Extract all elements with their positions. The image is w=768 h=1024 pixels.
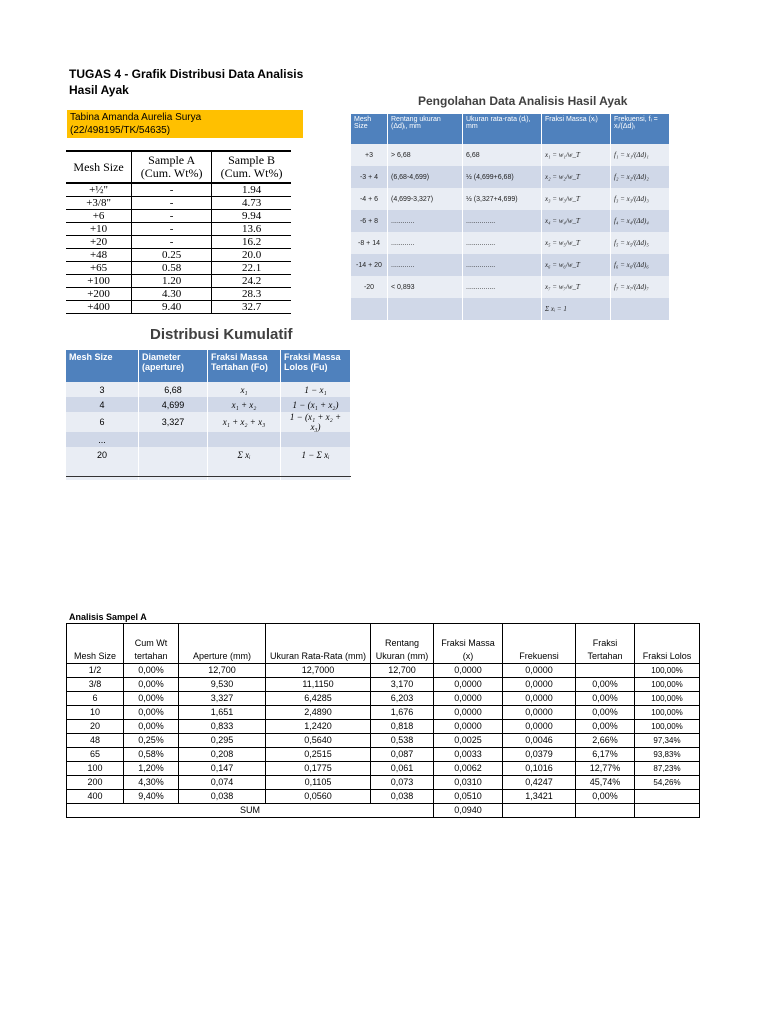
table-row (351, 166, 670, 188)
table-cell: x₄ = w₄/w_T (542, 210, 611, 232)
table-cell: -4 + 6 (351, 188, 388, 210)
peng-header: Ukuran rata-rata (dᵢ), mm (463, 114, 542, 144)
table-cell: 400 (67, 790, 124, 804)
table-cell: x₂ = w₂/w_T (542, 166, 611, 188)
table-row (66, 210, 291, 223)
table-row (351, 144, 670, 166)
table-cell: +48 (66, 249, 132, 262)
table-cell (139, 432, 208, 447)
table-cell: 3 (66, 382, 139, 397)
table-cell: 2,4890 (266, 706, 371, 720)
table-cell: 100,00% (635, 706, 700, 720)
table-cell: f₃ = x₃/(Δd)₃ (611, 188, 670, 210)
divider (66, 476, 351, 477)
table-cell: 0,208 (179, 748, 266, 762)
table-cell: 4,30% (124, 776, 179, 790)
table-cell: (6,68-4,699) (388, 166, 463, 188)
table-cell: 0,1105 (266, 776, 371, 790)
table-cell: 0,4247 (503, 776, 576, 790)
table-cell: 1.94 (212, 183, 291, 197)
anl-header: Cum Wt tertahan (124, 624, 179, 664)
table-cell: ............... (463, 210, 542, 232)
table-cell: ............... (463, 232, 542, 254)
analisis-table (66, 623, 700, 818)
table-cell: +400 (66, 301, 132, 314)
table-cell: +200 (66, 288, 132, 301)
table-cell: 100,00% (635, 678, 700, 692)
table-cell: ............ (388, 210, 463, 232)
distribusi-table (66, 350, 351, 480)
table-cell: - (132, 236, 212, 249)
table-cell: +6 (66, 210, 132, 223)
table-cell: x₅ = w₅/w_T (542, 232, 611, 254)
table-cell: +10 (66, 223, 132, 236)
table-cell: 0,0510 (434, 790, 503, 804)
table-cell: 0,538 (371, 734, 434, 748)
sum-row (67, 804, 700, 818)
table-cell: -8 + 14 (351, 232, 388, 254)
table-cell: 54,26% (635, 776, 700, 790)
dist-header: Fraksi Massa Lolos (Fu) (281, 350, 351, 382)
anl-header: Frekuensi (503, 624, 576, 664)
table-cell: 0,00% (124, 706, 179, 720)
table-row (67, 748, 700, 762)
dist-header: Diameter (aperture) (139, 350, 208, 382)
table-row (351, 298, 670, 320)
table-cell (576, 664, 635, 678)
table-cell: 4.30 (132, 288, 212, 301)
table-row (67, 776, 700, 790)
table-cell: 1,3421 (503, 790, 576, 804)
table-cell: 0,0560 (266, 790, 371, 804)
peng-header: Mesh Size (351, 114, 388, 144)
table-cell (635, 790, 700, 804)
table-cell: 0,295 (179, 734, 266, 748)
table-cell: ½ (3,327+4,699) (463, 188, 542, 210)
table-cell: 0,00% (124, 692, 179, 706)
anl-header: Fraksi Massa (x) (434, 624, 503, 664)
header-sample-a: Sample A (Cum. Wt%) (132, 151, 212, 183)
table-cell: 28.3 (212, 288, 291, 301)
table-cell (388, 298, 463, 320)
table-cell: 0.58 (132, 262, 212, 275)
dist-header: Mesh Size (66, 350, 139, 382)
table-cell: 6,203 (371, 692, 434, 706)
table-cell: 0,00% (576, 720, 635, 734)
pengolahan-table (351, 114, 670, 320)
table-row (351, 188, 670, 210)
table-cell (281, 432, 351, 447)
table-cell: 4,699 (139, 397, 208, 412)
sample-table (66, 150, 291, 314)
peng-header: Frekuensi, fᵢ = xᵢ/(Δd)ᵢ (611, 114, 670, 144)
table-row (66, 236, 291, 249)
table-cell: 13.6 (212, 223, 291, 236)
table-row (66, 197, 291, 210)
table-cell: x₆ = w₆/w_T (542, 254, 611, 276)
table-cell: 12,77% (576, 762, 635, 776)
table-cell: 0,0000 (434, 720, 503, 734)
table-cell: f₄ = x₄/(Δd)₄ (611, 210, 670, 232)
table-cell: 6,4285 (266, 692, 371, 706)
table-cell: 97,34% (635, 734, 700, 748)
table-row (67, 678, 700, 692)
distribusi-title: Distribusi Kumulatif (150, 326, 293, 343)
table-row (67, 790, 700, 804)
table-cell: 3,327 (179, 692, 266, 706)
table-cell: -6 + 8 (351, 210, 388, 232)
table-cell: Σ xᵢ = 1 (542, 298, 611, 320)
table-cell: 3,170 (371, 678, 434, 692)
table-cell: 0,038 (371, 790, 434, 804)
header-mesh: Mesh Size (66, 151, 132, 183)
table-cell: 87,23% (635, 762, 700, 776)
table-cell: 100,00% (635, 664, 700, 678)
table-cell: 0,1016 (503, 762, 576, 776)
table-cell: 45,74% (576, 776, 635, 790)
table-cell: 6,17% (576, 748, 635, 762)
table-cell: 1,676 (371, 706, 434, 720)
author-box (67, 110, 303, 138)
table-cell: 93,83% (635, 748, 700, 762)
table-cell: f₆ = x₆/(Δd)₆ (611, 254, 670, 276)
table-cell: 48 (67, 734, 124, 748)
table-cell: 0,2515 (266, 748, 371, 762)
table-cell: x₇ = w₇/w_T (542, 276, 611, 298)
table-cell: 0,0000 (503, 678, 576, 692)
peng-header: Fraksi Massa (xᵢ) (542, 114, 611, 144)
table-cell: x₃ = w₃/w_T (542, 188, 611, 210)
table-cell: 65 (67, 748, 124, 762)
table-row (66, 183, 291, 197)
table-cell (351, 298, 388, 320)
table-cell: 0,0000 (503, 720, 576, 734)
table-cell: - (132, 210, 212, 223)
table-cell: 0,00% (576, 692, 635, 706)
table-cell: 0,0000 (434, 664, 503, 678)
table-cell: ............ (388, 232, 463, 254)
table-cell: 0,073 (371, 776, 434, 790)
table-cell: 100,00% (635, 692, 700, 706)
table-cell: +100 (66, 275, 132, 288)
table-cell: 1 − Σ xᵢ (281, 447, 351, 480)
table-cell: +20 (66, 236, 132, 249)
table-cell: 12,700 (179, 664, 266, 678)
table-cell: 3/8 (67, 678, 124, 692)
table-cell: 0,0000 (434, 678, 503, 692)
table-cell: 20 (67, 720, 124, 734)
table-cell: 0,00% (576, 790, 635, 804)
table-row (67, 692, 700, 706)
anl-header: Mesh Size (67, 624, 124, 664)
table-cell: f₇ = x₇/(Δd)₇ (611, 276, 670, 298)
header-sample-b: Sample B (Cum. Wt%) (212, 151, 291, 183)
table-cell: < 0,893 (388, 276, 463, 298)
table-row (66, 249, 291, 262)
table-cell: 6,68 (463, 144, 542, 166)
table-cell (503, 804, 576, 818)
table-cell: 9,40% (124, 790, 179, 804)
table-cell: 1 − x₁ (281, 382, 351, 397)
table-cell: 0,147 (179, 762, 266, 776)
table-row (67, 734, 700, 748)
table-row (67, 720, 700, 734)
table-cell: f₁ = x₁/(Δd)₁ (611, 144, 670, 166)
table-cell: -3 + 4 (351, 166, 388, 188)
table-cell: 12,700 (371, 664, 434, 678)
table-row (67, 664, 700, 678)
table-cell: 3,327 (139, 412, 208, 432)
table-cell: 32.7 (212, 301, 291, 314)
table-cell: 4.73 (212, 197, 291, 210)
table-cell: 0,087 (371, 748, 434, 762)
table-cell: 1/2 (67, 664, 124, 678)
table-cell (635, 804, 700, 818)
table-cell: 1.20 (132, 275, 212, 288)
table-row (66, 262, 291, 275)
table-cell: 1,651 (179, 706, 266, 720)
table-cell: 0,061 (371, 762, 434, 776)
table-cell: 0,0310 (434, 776, 503, 790)
table-cell: 0,0000 (503, 664, 576, 678)
anl-header: Rentang Ukuran (mm) (371, 624, 434, 664)
table-cell: f₂ = x₂/(Δd)₂ (611, 166, 670, 188)
table-cell: 0,1775 (266, 762, 371, 776)
sum-label: SUM (67, 804, 434, 818)
table-cell: 0,074 (179, 776, 266, 790)
table-cell: 22.1 (212, 262, 291, 275)
dist-header: Fraksi Massa Tertahan (Fo) (208, 350, 281, 382)
table-cell: 9,530 (179, 678, 266, 692)
table-row (66, 432, 351, 447)
table-cell: 6 (66, 412, 139, 432)
table-row (66, 223, 291, 236)
table-cell: ... (66, 432, 139, 447)
table-row (66, 397, 351, 412)
anl-header: Fraksi Tertahan (576, 624, 635, 664)
table-cell: > 6,68 (388, 144, 463, 166)
table-cell: 0,00% (576, 678, 635, 692)
table-cell: +65 (66, 262, 132, 275)
table-cell (208, 432, 281, 447)
table-cell: 0,038 (179, 790, 266, 804)
table-cell: 0,0046 (503, 734, 576, 748)
table-cell: 4 (66, 397, 139, 412)
table-cell: 0,5640 (266, 734, 371, 748)
table-cell: 9.94 (212, 210, 291, 223)
table-row (351, 254, 670, 276)
table-cell: x₁ + x₂ (208, 397, 281, 412)
author-name: Tabina Amanda Aurelia Surya (70, 112, 202, 123)
table-cell: ............ (388, 254, 463, 276)
table-row (66, 301, 291, 314)
table-cell: 0,818 (371, 720, 434, 734)
table-cell: 1,20% (124, 762, 179, 776)
table-row (67, 762, 700, 776)
table-cell: -14 + 20 (351, 254, 388, 276)
table-cell: 6 (67, 692, 124, 706)
table-cell: f₅ = x₅/(Δd)₅ (611, 232, 670, 254)
table-cell: 1,2420 (266, 720, 371, 734)
table-cell: 0,0000 (503, 692, 576, 706)
table-cell: 10 (67, 706, 124, 720)
table-row (66, 412, 351, 432)
table-row (351, 232, 670, 254)
table-cell: 0,25% (124, 734, 179, 748)
table-cell: +3/8" (66, 197, 132, 210)
table-cell: 0,0062 (434, 762, 503, 776)
table-row (351, 210, 670, 232)
table-cell: 1 − (x₁ + x₂) (281, 397, 351, 412)
page-title: TUGAS 4 - Grafik Distribusi Data Analisis Hasil Ayak (69, 67, 304, 97)
table-cell: 0.25 (132, 249, 212, 262)
table-cell: 12,7000 (266, 664, 371, 678)
table-row (351, 276, 670, 298)
table-cell: -20 (351, 276, 388, 298)
table-cell (576, 804, 635, 818)
table-cell: 0,0025 (434, 734, 503, 748)
table-cell: 11,1150 (266, 678, 371, 692)
table-cell: ............... (463, 276, 542, 298)
table-row (66, 382, 351, 397)
table-row (66, 288, 291, 301)
table-cell: - (132, 197, 212, 210)
table-cell: x₁ = w₁/w_T (542, 144, 611, 166)
analisis-title: Analisis Sampel A (69, 612, 147, 622)
anl-header: Aperture (mm) (179, 624, 266, 664)
table-cell: 2,66% (576, 734, 635, 748)
pengolahan-title: Pengolahan Data Analisis Hasil Ayak (418, 94, 628, 108)
anl-header: Fraksi Lolos (635, 624, 700, 664)
table-row (66, 275, 291, 288)
table-cell: 0,58% (124, 748, 179, 762)
table-cell: Σ xᵢ (208, 447, 281, 480)
table-cell: 6,68 (139, 382, 208, 397)
table-cell: 0,0379 (503, 748, 576, 762)
table-cell: 200 (67, 776, 124, 790)
peng-header: Rentang ukuran (Δd)ᵢ, mm (388, 114, 463, 144)
author-id: (22/498195/TK/54635) (70, 125, 171, 136)
table-row (67, 706, 700, 720)
table-cell: x₁ (208, 382, 281, 397)
table-cell: 9.40 (132, 301, 212, 314)
table-cell (611, 298, 670, 320)
table-cell: 0,00% (124, 678, 179, 692)
sum-value: 0,0940 (434, 804, 503, 818)
table-cell: +3 (351, 144, 388, 166)
table-cell: - (132, 223, 212, 236)
table-cell (463, 298, 542, 320)
anl-header: Ukuran Rata-Rata (mm) (266, 624, 371, 664)
table-cell: (4,699-3,327) (388, 188, 463, 210)
table-cell: 1 − (x₁ + x₂ + x₃) (281, 412, 351, 432)
table-cell: 0,833 (179, 720, 266, 734)
table-cell: ............... (463, 254, 542, 276)
table-cell: 100,00% (635, 720, 700, 734)
table-cell: x₁ + x₂ + x₃ (208, 412, 281, 432)
table-cell: 0,00% (124, 664, 179, 678)
table-cell: 0,00% (124, 720, 179, 734)
table-cell: 24.2 (212, 275, 291, 288)
table-cell: 0,00% (576, 706, 635, 720)
table-cell: 0,0000 (434, 692, 503, 706)
table-cell: - (132, 183, 212, 197)
table-cell: 20.0 (212, 249, 291, 262)
table-cell: ½ (4,699+6,68) (463, 166, 542, 188)
table-cell: 100 (67, 762, 124, 776)
table-cell: 20 (66, 447, 139, 480)
table-cell: 0,0000 (503, 706, 576, 720)
table-cell: 16.2 (212, 236, 291, 249)
table-cell: 0,0000 (434, 706, 503, 720)
table-cell: +½" (66, 183, 132, 197)
table-cell: 0,0033 (434, 748, 503, 762)
